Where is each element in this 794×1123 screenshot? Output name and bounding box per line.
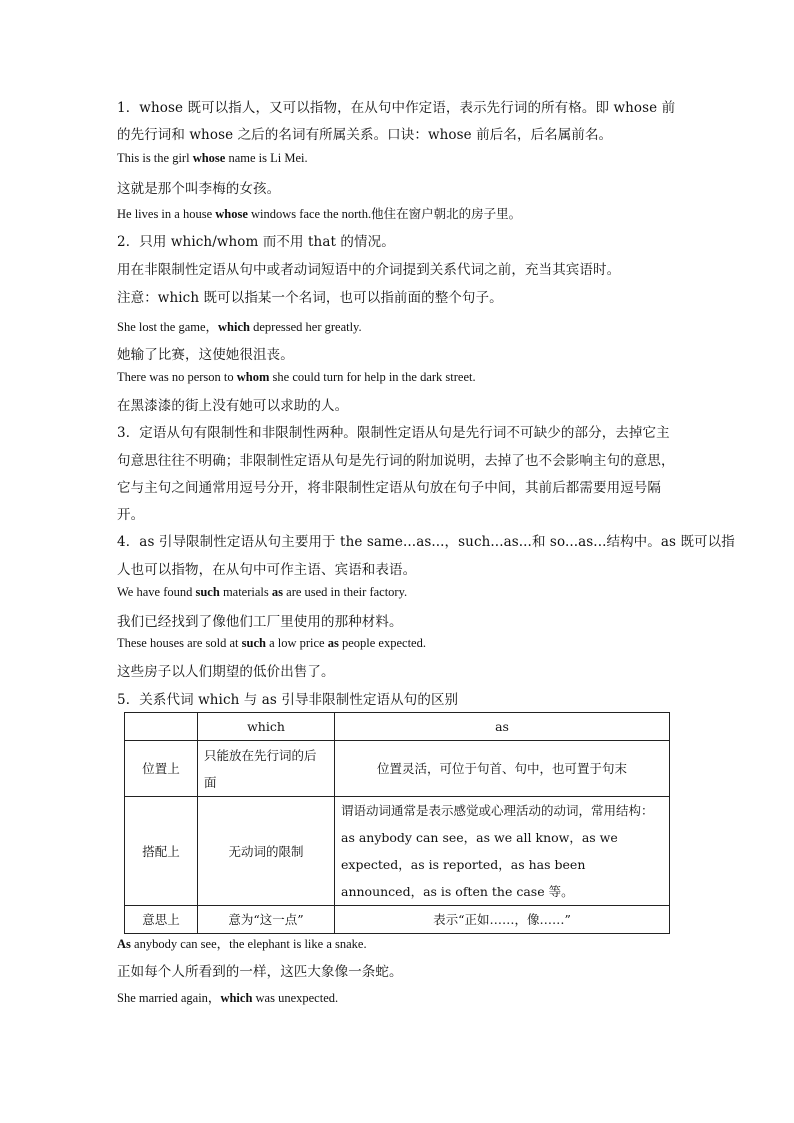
example-7: As anybody can see，the elephant is like a snake. — [117, 937, 367, 951]
keyword: which — [220, 991, 253, 1005]
example-6: These houses are sold at such a low price as people expected. — [117, 636, 426, 650]
example-4: There was no person to whom she could turn for help in the dark street. — [117, 370, 476, 384]
which-cell: 只能放在先行词的后面 — [198, 741, 335, 797]
para-2-line-1: 用在非限制性定语从句中或者动词短语中的介词提到关系代词之前，充当其宾语时。 — [117, 262, 621, 278]
keyword: as — [327, 636, 339, 650]
table-row — [125, 741, 670, 797]
row-label: 搭配上 — [125, 797, 198, 906]
para-2-note: 注意：which 既可以指某一个名词，也可以指前面的整个句子。 — [117, 290, 503, 306]
as-cell: 表示“正如……，像……” — [335, 906, 670, 934]
comparison-table — [124, 712, 670, 934]
example-8: She married again，which was unexpected. — [117, 991, 339, 1005]
row-label: 意思上 — [125, 906, 198, 934]
para-3-line-4: 开。 — [117, 507, 145, 523]
keyword: such — [241, 636, 266, 650]
para-5-heading: 5．关系代词 which 与 as 引导非限制性定语从句的区别 — [117, 692, 459, 708]
example-5-translation: 我们已经找到了像他们工厂里使用的那种材料。 — [117, 614, 403, 630]
as-cell: 位置灵活，可位于句首、句中，也可置于句末 — [335, 741, 670, 797]
example-7-translation: 正如每个人所看到的一样，这匹大象像一条蛇。 — [117, 964, 403, 980]
which-cell: 无动词的限制 — [198, 797, 335, 906]
keyword: whom — [236, 370, 270, 384]
table-header-cell — [125, 713, 198, 741]
para-3-line-3: 它与主句之间通常用逗号分开，将非限制性定语从句放在句子中间，其前后都需要用逗号隔 — [117, 480, 661, 496]
table-row — [125, 797, 670, 906]
para-3-line-1: 3．定语从句有限制性和非限制性两种。限制性定语从句是先行词不可缺少的部分，去掉它主 — [117, 425, 670, 441]
example-2: He lives in a house whose windows face the north.他住在窗户朝北的房子里。 — [117, 207, 522, 221]
keyword: which — [218, 320, 250, 334]
example-3: She lost the game，which depressed her greatly. — [117, 320, 362, 334]
para-4-line-2: 人也可以指物，在从句中可作主语、宾语和表语。 — [117, 562, 417, 578]
table-row — [125, 906, 670, 934]
example-3-translation: 她输了比赛，这使她很沮丧。 — [117, 347, 294, 363]
row-label: 位置上 — [125, 741, 198, 797]
keyword: whose — [192, 151, 226, 165]
example-1-translation: 这就是那个叫李梅的女孩。 — [117, 181, 281, 197]
example-4-translation: 在黑漆漆的街上没有她可以求助的人。 — [117, 398, 349, 414]
keyword: such — [195, 585, 220, 599]
example-5: We have found such materials as are used in their factory. — [117, 585, 408, 599]
para-3-line-2: 句意思往往不明确；非限制性定语从句是先行词的附加说明，去掉了也不会影响主句的意思， — [117, 453, 675, 469]
table-header-row — [125, 713, 670, 741]
keyword: whose — [215, 207, 248, 221]
para-2-heading: 2．只用 which/whom 而不用 that 的情况。 — [117, 234, 395, 250]
table-header-cell: which — [198, 713, 335, 741]
which-cell: 意为“这一点” — [198, 906, 335, 934]
keyword: as — [271, 585, 284, 599]
keyword: As — [117, 937, 131, 951]
as-cell: 谓语动词通常是表示感觉或心理活动的动词，常用结构：as anybody can see，as we all know，as we expected，as is reported，as has been announced，as is often the case 等。 — [335, 797, 670, 906]
para-1-line-2: 的先行词和 whose 之后的名词有所属关系。口诀：whose 前后名，后名属前名。 — [117, 127, 613, 143]
example-1: This is the girl whose name is Li Mei. — [117, 151, 308, 165]
table-header-cell: as — [335, 713, 670, 741]
para-4-line-1: 4．as 引导限制性定语从句主要用于 the same...as...，such...as...和 so...as...结构中。as 既可以指 — [117, 534, 735, 550]
example-6-translation: 这些房子以人们期望的低价出售了。 — [117, 664, 335, 680]
para-1-line-1: 1．whose 既可以指人，又可以指物，在从句中作定语，表示先行词的所有格。即 whose 前 — [117, 100, 676, 116]
